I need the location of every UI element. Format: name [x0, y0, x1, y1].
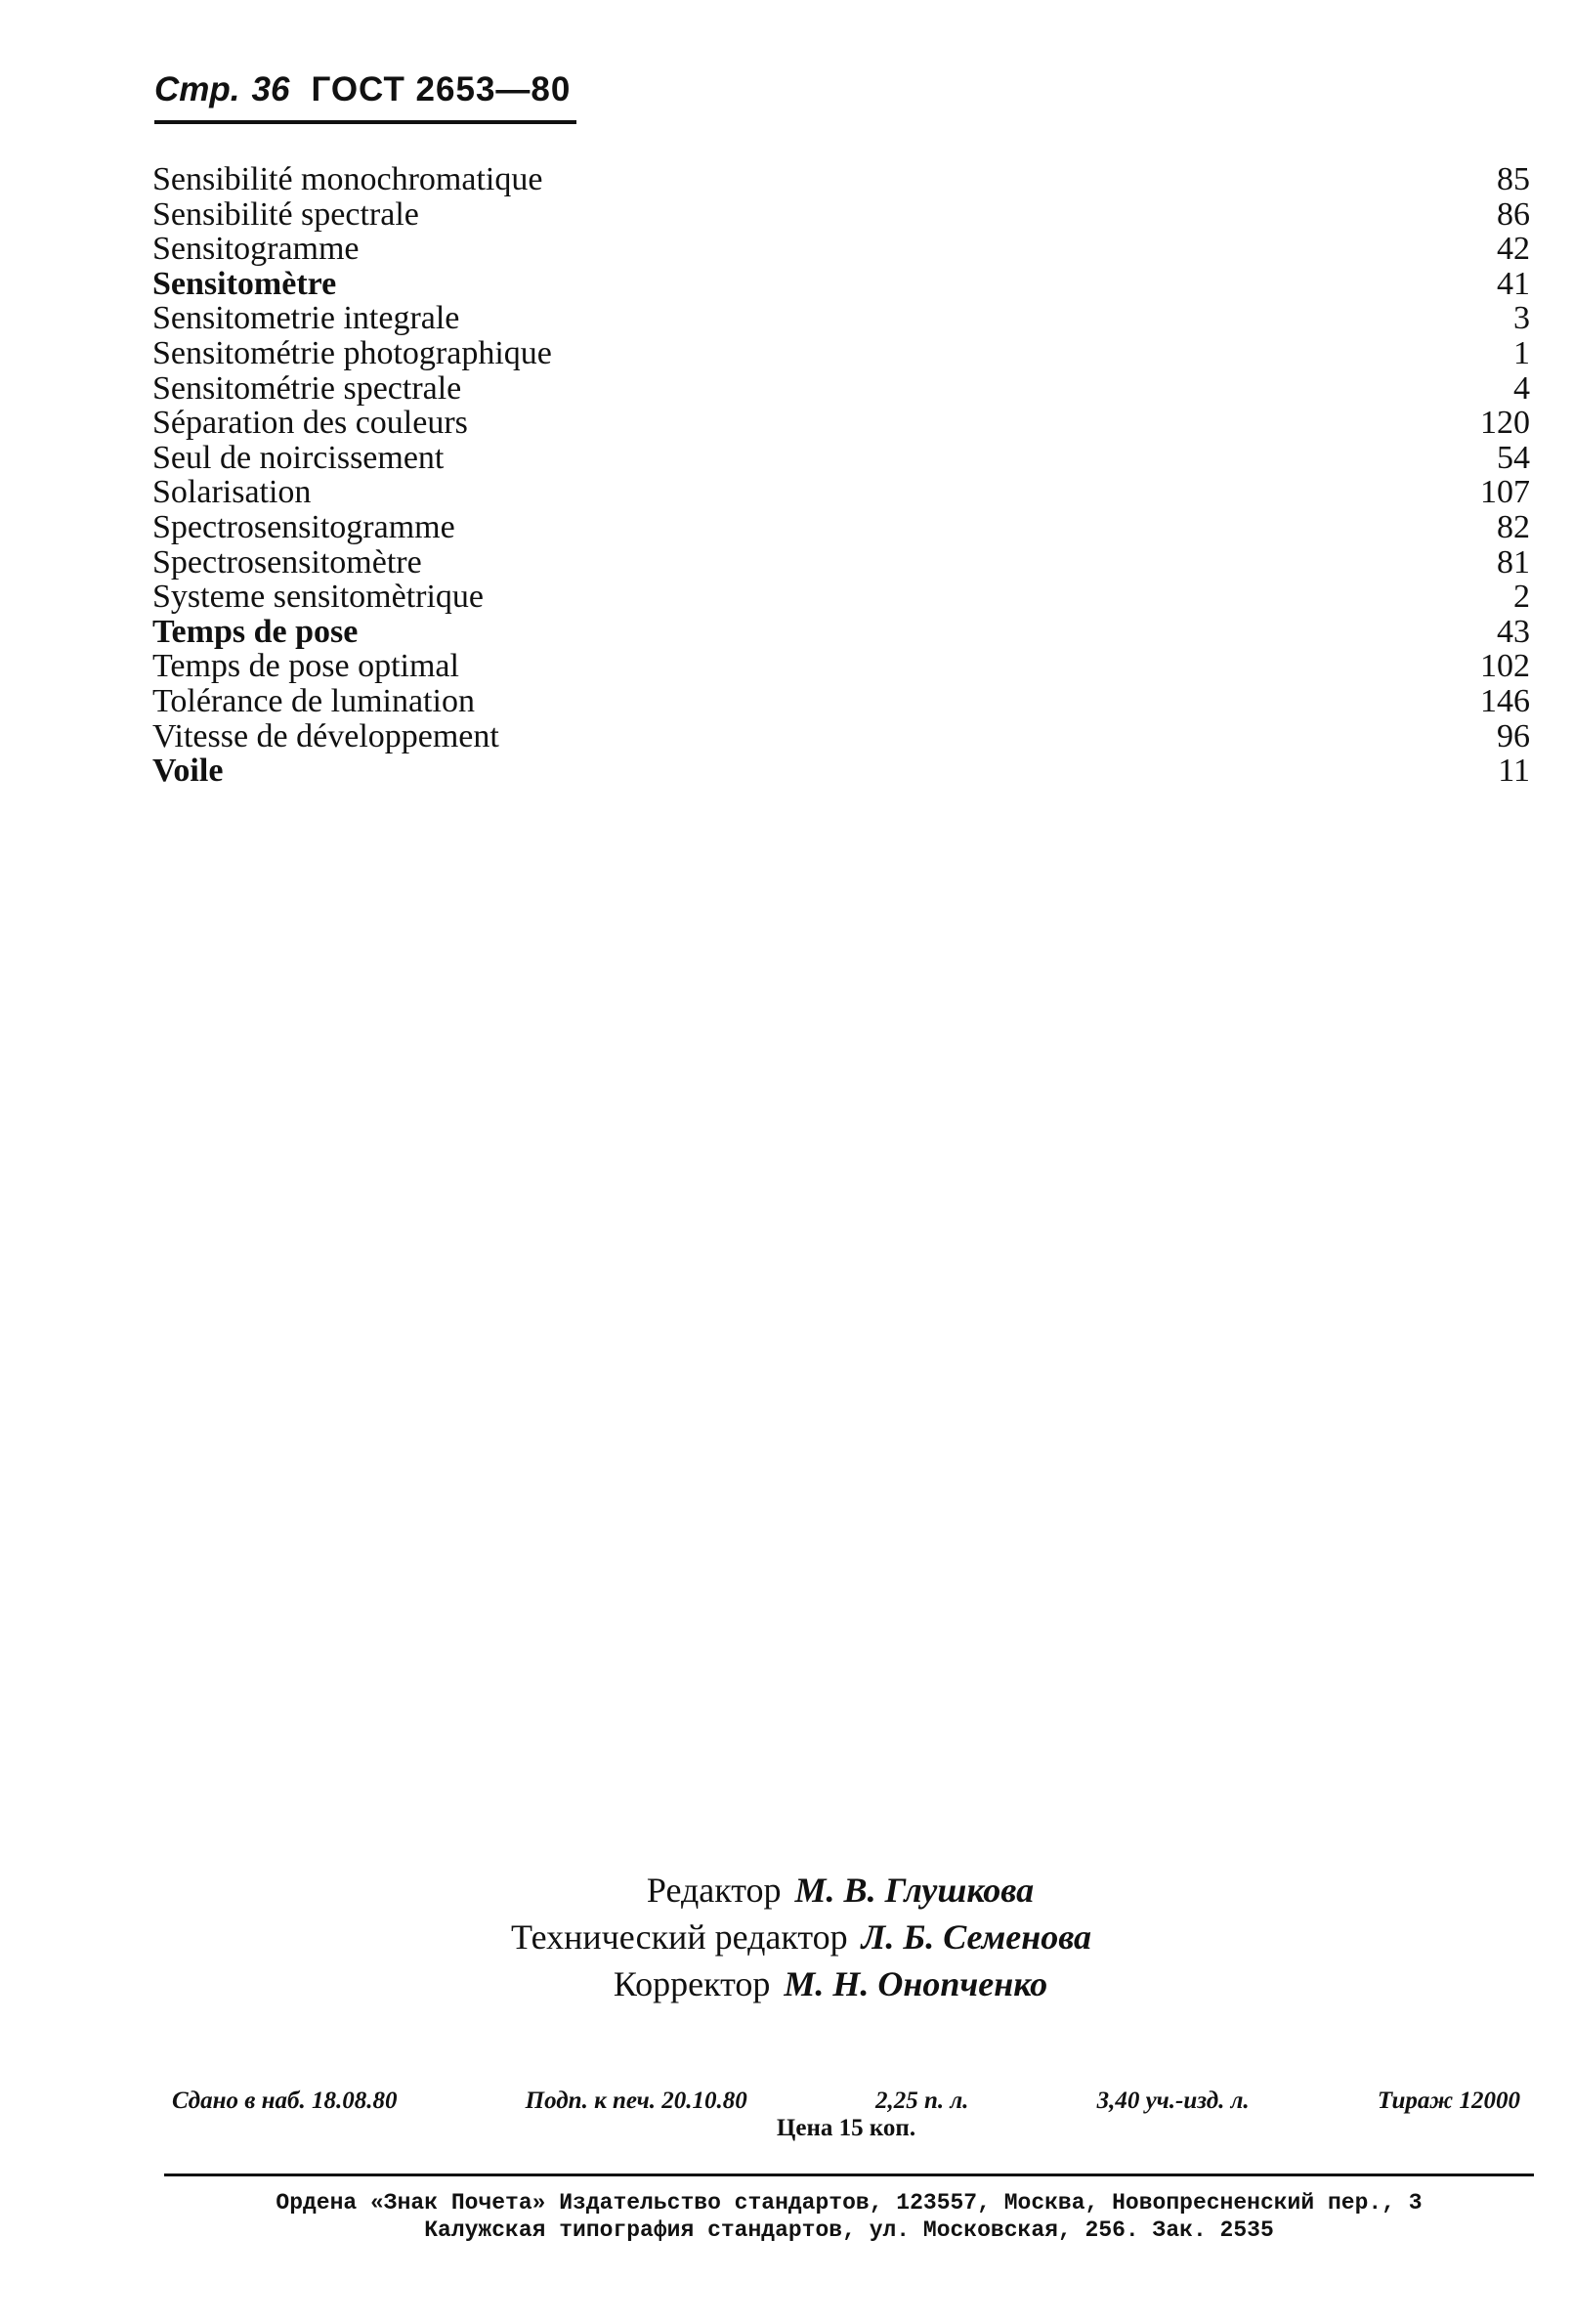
index-term: Temps de pose: [152, 613, 359, 650]
index-row: [152, 545, 1530, 581]
index-row: [152, 753, 1530, 789]
index-number: 102: [1480, 648, 1530, 685]
print-sheets: 2,25 п. л.: [874, 2087, 969, 2114]
index-number: 81: [1497, 543, 1530, 581]
index-term: Séparation des couleurs: [152, 405, 468, 442]
index-row: [152, 162, 1530, 197]
imprint-block: [172, 2087, 1520, 2142]
index-term: Sensitométrie spectrale: [152, 369, 462, 407]
index-number: 96: [1497, 717, 1530, 754]
index-term: Vitesse de développement: [152, 717, 499, 754]
index-number: 86: [1497, 195, 1530, 233]
submitted-date: Сдано в наб. 18.08.80: [172, 2087, 398, 2114]
page-number: 36: [251, 70, 290, 108]
index-term: Spectrosensitomètre: [152, 543, 422, 581]
index-term: Spectrosensitogramme: [152, 508, 455, 545]
index-row: [152, 371, 1530, 407]
index-row: [152, 580, 1530, 615]
index-number: 54: [1497, 439, 1530, 476]
index-row: [152, 510, 1530, 545]
index-row: [152, 336, 1530, 371]
page-label: Стр.: [154, 70, 240, 108]
price: Цена 15 коп.: [776, 2115, 916, 2141]
index-number: 43: [1497, 613, 1530, 650]
footer-rule: [164, 2173, 1534, 2176]
index-number: 120: [1480, 405, 1530, 442]
index-row: [152, 684, 1530, 719]
index-row: [152, 615, 1530, 650]
index-number: 42: [1497, 231, 1530, 268]
index-row: [152, 267, 1530, 302]
index-number: 11: [1498, 753, 1530, 790]
index-number: 2: [1513, 579, 1530, 616]
editor-name: М. В. Глушкова: [794, 1871, 1035, 1910]
index-number: 3: [1513, 300, 1530, 337]
index-term: Sensitomètre: [152, 265, 337, 302]
term-index: [152, 162, 1530, 789]
publisher-line-2: Калужская типография стандартов, ул. Московская, 256. Зак. 2535: [424, 2217, 1274, 2243]
signed-date: Подп. к печ. 20.10.80: [525, 2087, 747, 2114]
index-row: [152, 649, 1530, 684]
tech-editor-line: [0, 1914, 1573, 1960]
index-term: Tolérance de lumination: [152, 682, 475, 719]
index-row: [152, 301, 1530, 336]
index-number: 41: [1497, 265, 1530, 302]
editor-line: [0, 1867, 1573, 1914]
index-row: [152, 232, 1530, 267]
index-row: [152, 197, 1530, 233]
header-rule: [154, 120, 576, 124]
standard-designation: ГОСТ 2653—80: [311, 70, 572, 108]
index-number: 82: [1497, 508, 1530, 545]
index-row: [152, 406, 1530, 441]
index-term: Sensitométrie photographique: [152, 334, 552, 371]
circulation: Тираж 12000: [1377, 2087, 1520, 2114]
tech-editor-name: Л. Б. Семенова: [861, 1917, 1092, 1957]
publisher-info: [164, 2189, 1534, 2244]
credits-block: [0, 1867, 1573, 2007]
index-number: 146: [1480, 682, 1530, 719]
publisher-sheets: 3,40 уч.-изд. л.: [1096, 2087, 1250, 2114]
index-term: Temps de pose optimal: [152, 648, 459, 685]
index-term: Sensitogramme: [152, 231, 360, 268]
corrector-role: Корректор: [613, 1964, 771, 2003]
index-number: 85: [1497, 161, 1530, 197]
index-term: Sensitometrie integrale: [152, 300, 460, 337]
index-row: [152, 441, 1530, 476]
index-term: Sensibilité monochromatique: [152, 161, 543, 197]
index-row: [152, 475, 1530, 510]
index-term: Systeme sensitomètrique: [152, 579, 485, 616]
tech-editor-role: Технический редактор: [510, 1917, 848, 1957]
page-header: [154, 70, 576, 109]
corrector-line: [0, 1960, 1573, 2007]
imprint-details: [172, 2087, 1520, 2115]
index-number: 4: [1513, 369, 1530, 407]
index-number: 107: [1480, 474, 1530, 511]
index-row: [152, 719, 1530, 754]
index-term: Voile: [152, 753, 224, 790]
publisher-line-1: Ордена «Знак Почета» Издательство стандартов, 123557, Москва, Новопресненский пер., 3: [276, 2190, 1423, 2216]
index-term: Sensibilité spectrale: [152, 195, 419, 233]
index-term: Solarisation: [152, 474, 312, 511]
corrector-name: М. Н. Онопченко: [784, 1964, 1048, 2003]
editor-role: Редактор: [646, 1871, 782, 1910]
index-term: Seul de noircissement: [152, 439, 445, 476]
index-number: 1: [1513, 334, 1530, 371]
